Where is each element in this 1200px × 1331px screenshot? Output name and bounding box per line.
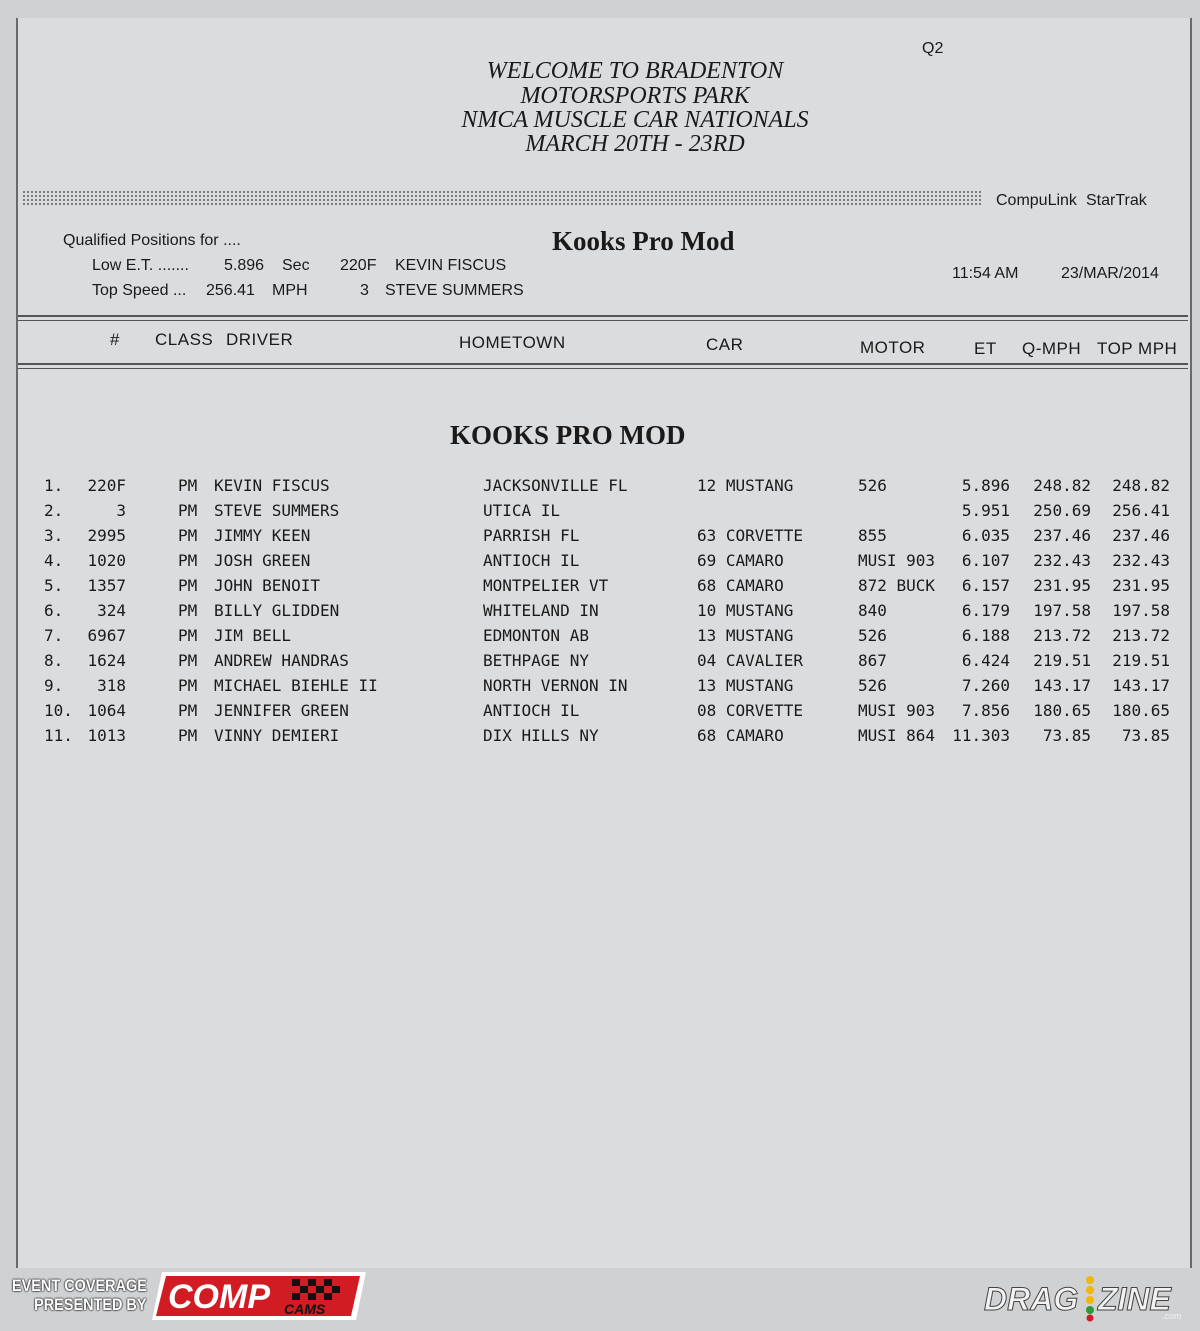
- cell-qmph: 180.65: [1033, 701, 1091, 720]
- cell-car: 63 CORVETTE: [697, 526, 803, 545]
- cell-topmph: 237.46: [1112, 526, 1170, 545]
- cell-et: 5.951: [961, 501, 1010, 520]
- col-hometown: HOMETOWN: [459, 333, 566, 352]
- cell-motor: MUSI 903: [858, 701, 936, 720]
- cell-motor: MUSI 903: [858, 551, 936, 570]
- cell-et: 6.424: [961, 651, 1010, 670]
- cell-qmph: 232.43: [1033, 551, 1091, 570]
- cell-driver: JIMMY KEEN: [214, 526, 311, 545]
- cell-pos: 4.: [44, 551, 64, 570]
- cell-pos: 5.: [44, 576, 64, 595]
- cell-car: 10 MUSTANG: [697, 601, 794, 620]
- cell-qmph: 250.69: [1033, 501, 1091, 520]
- cell-hometown: ANTIOCH IL: [483, 701, 580, 720]
- table-row: [0, 626, 1200, 651]
- cell-et: 6.107: [961, 551, 1010, 570]
- cell-driver: JIM BELL: [214, 626, 292, 645]
- top-speed-unit: MPH: [272, 282, 308, 299]
- section-title: KOOKS PRO MOD: [450, 420, 686, 450]
- cell-pos: 1.: [44, 476, 64, 495]
- cell-et: 6.179: [961, 601, 1010, 620]
- header-line-1: WELCOME TO BRADENTON: [486, 58, 784, 84]
- cell-pos: 11.: [44, 726, 73, 745]
- cell-num: 1357: [87, 576, 126, 595]
- cell-topmph: 248.82: [1112, 476, 1170, 495]
- cell-motor: 526: [858, 676, 887, 695]
- cell-num: 318: [97, 676, 126, 695]
- header-line-2: MOTORSPORTS PARK: [520, 83, 750, 109]
- cell-driver: KEVIN FISCUS: [214, 476, 330, 495]
- comp-cams-logo: [152, 1270, 366, 1322]
- svg-text:DRAG: DRAG: [984, 1281, 1079, 1317]
- cell-hometown: UTICA IL: [483, 501, 561, 520]
- cell-topmph: 213.72: [1112, 626, 1170, 645]
- brand-compulink: CompuLink: [996, 192, 1077, 209]
- header-rule-bottom: [18, 363, 1188, 365]
- qualified-label: Qualified Positions for ....: [63, 232, 241, 249]
- cell-motor: 855: [858, 526, 887, 545]
- cell-qmph: 213.72: [1033, 626, 1091, 645]
- cell-num: 1020: [87, 551, 126, 570]
- cell-motor: 526: [858, 626, 887, 645]
- table-row: [0, 476, 1200, 501]
- cell-qmph: 219.51: [1033, 651, 1091, 670]
- svg-text:COMP: COMP: [168, 1278, 270, 1316]
- cell-num: 1064: [87, 701, 126, 720]
- cell-topmph: 73.85: [1121, 726, 1170, 745]
- table-row: [0, 676, 1200, 701]
- cell-pos: 7.: [44, 626, 64, 645]
- cell-topmph: 231.95: [1112, 576, 1170, 595]
- cell-driver: MICHAEL BIEHLE II: [214, 676, 378, 695]
- cell-pos: 2.: [44, 501, 64, 520]
- cell-et: 6.035: [961, 526, 1010, 545]
- cell-pos: 9.: [44, 676, 64, 695]
- cell-car: 13 MUSTANG: [697, 626, 794, 645]
- cell-hometown: DIX HILLS NY: [483, 726, 599, 745]
- cell-qmph: 143.17: [1033, 676, 1091, 695]
- cell-num: 220F: [87, 476, 126, 495]
- cell-motor: 872 BUCK: [858, 576, 936, 595]
- cell-driver: VINNY DEMIERI: [214, 726, 340, 745]
- cell-hometown: JACKSONVILLE FL: [483, 476, 628, 495]
- cell-motor: 867: [858, 651, 887, 670]
- cell-class: PM: [178, 551, 198, 570]
- col-class: CLASS: [155, 330, 214, 349]
- cell-hometown: WHITELAND IN: [483, 601, 599, 620]
- cell-driver: JOSH GREEN: [214, 551, 311, 570]
- cell-topmph: 197.58: [1112, 601, 1170, 620]
- dragzine-logo: [982, 1272, 1188, 1322]
- top-speed-driver: STEVE SUMMERS: [385, 282, 524, 299]
- table-row: [0, 576, 1200, 601]
- cell-topmph: 143.17: [1112, 676, 1170, 695]
- cell-driver: BILLY GLIDDEN: [214, 601, 340, 620]
- cell-hometown: MONTPELIER VT: [483, 576, 609, 595]
- coverage-line-2: PRESENTED BY: [34, 1295, 147, 1314]
- event-coverage-text: [12, 1276, 147, 1314]
- brand-startrak: StarTrak: [1086, 192, 1147, 209]
- header-rule-top: [18, 315, 1188, 317]
- cell-num: 3: [116, 501, 126, 520]
- cell-num: 1013: [87, 726, 126, 745]
- cell-qmph: 248.82: [1033, 476, 1091, 495]
- cell-et: 6.157: [961, 576, 1010, 595]
- cell-hometown: EDMONTON AB: [483, 626, 589, 645]
- cell-motor: MUSI 864: [858, 726, 936, 745]
- top-speed-value: 256.41: [206, 282, 255, 299]
- cell-car: 12 MUSTANG: [697, 476, 794, 495]
- low-et-value: 5.896: [224, 257, 265, 274]
- report-date: 23/MAR/2014: [1061, 265, 1159, 282]
- cell-class: PM: [178, 726, 198, 745]
- cell-driver: JENNIFER GREEN: [214, 701, 349, 720]
- svg-text:.com: .com: [1162, 1311, 1182, 1321]
- cell-et: 5.896: [961, 476, 1010, 495]
- cell-num: 6967: [87, 626, 126, 645]
- col-car: CAR: [706, 335, 744, 354]
- cell-pos: 10.: [44, 701, 73, 720]
- class-title: Kooks Pro Mod: [552, 226, 735, 256]
- col-topmph: TOP MPH: [1097, 339, 1178, 358]
- svg-text:CAMS: CAMS: [284, 1301, 326, 1317]
- header-line-4: MARCH 20TH - 23RD: [525, 131, 745, 157]
- dot-pattern-divider: [22, 190, 982, 206]
- col-et: ET: [974, 339, 997, 358]
- report-time: 11:54 AM: [952, 265, 1019, 282]
- cell-topmph: 180.65: [1112, 701, 1170, 720]
- cell-class: PM: [178, 651, 198, 670]
- table-row: [0, 501, 1200, 526]
- cell-qmph: 73.85: [1042, 726, 1091, 745]
- cell-pos: 8.: [44, 651, 64, 670]
- low-et-unit: Sec: [282, 257, 310, 274]
- table-row: [0, 701, 1200, 726]
- cell-num: 324: [97, 601, 126, 620]
- cell-hometown: ANTIOCH IL: [483, 551, 580, 570]
- cell-class: PM: [178, 701, 198, 720]
- cell-topmph: 232.43: [1112, 551, 1170, 570]
- cell-num: 1624: [87, 651, 126, 670]
- low-et-label: Low E.T. .......: [92, 257, 189, 274]
- cell-class: PM: [178, 576, 198, 595]
- header-rule-bottom-2: [18, 368, 1188, 369]
- cell-car: 68 CAMARO: [697, 726, 784, 745]
- coverage-line-1: EVENT COVERAGE: [12, 1276, 147, 1295]
- cell-qmph: 231.95: [1033, 576, 1091, 595]
- cell-car: 69 CAMARO: [697, 551, 784, 570]
- cell-class: PM: [178, 501, 198, 520]
- cell-car: 08 CORVETTE: [697, 701, 803, 720]
- cell-et: 11.303: [952, 726, 1010, 745]
- cell-class: PM: [178, 601, 198, 620]
- cell-motor: 840: [858, 601, 887, 620]
- table-row: [0, 601, 1200, 626]
- cell-hometown: BETHPAGE NY: [483, 651, 589, 670]
- low-et-driver: KEVIN FISCUS: [395, 257, 507, 274]
- cell-qmph: 197.58: [1033, 601, 1091, 620]
- table-row: [0, 526, 1200, 551]
- low-et-car-number: 220F: [340, 257, 377, 274]
- cell-car: 68 CAMARO: [697, 576, 784, 595]
- cell-driver: ANDREW HANDRAS: [214, 651, 349, 670]
- cell-qmph: 237.46: [1033, 526, 1091, 545]
- cell-class: PM: [178, 526, 198, 545]
- cell-et: 7.260: [961, 676, 1010, 695]
- cell-car: 04 CAVALIER: [697, 651, 803, 670]
- cell-et: 6.188: [961, 626, 1010, 645]
- top-speed-label: Top Speed ...: [92, 282, 187, 299]
- col-qmph: Q-MPH: [1022, 339, 1082, 358]
- cell-class: PM: [178, 676, 198, 695]
- cell-hometown: NORTH VERNON IN: [483, 676, 628, 695]
- cell-hometown: PARRISH FL: [483, 526, 580, 545]
- col-motor: MOTOR: [860, 338, 926, 357]
- cell-motor: 526: [858, 476, 887, 495]
- table-row: [0, 726, 1200, 751]
- top-speed-car-number: 3: [360, 282, 369, 299]
- cell-num: 2995: [87, 526, 126, 545]
- table-row: [0, 551, 1200, 576]
- cell-driver: STEVE SUMMERS: [214, 501, 340, 520]
- session-label: Q2: [922, 40, 944, 57]
- cell-pos: 6.: [44, 601, 64, 620]
- cell-class: PM: [178, 476, 198, 495]
- cell-topmph: 256.41: [1112, 501, 1170, 520]
- cell-driver: JOHN BENOIT: [214, 576, 320, 595]
- cell-et: 7.856: [961, 701, 1010, 720]
- col-driver: DRIVER: [226, 330, 294, 349]
- header-rule-top-2: [18, 320, 1188, 321]
- cell-class: PM: [178, 626, 198, 645]
- cell-car: 13 MUSTANG: [697, 676, 794, 695]
- table-row: [0, 651, 1200, 676]
- svg-text:ZINE: ZINE: [1098, 1281, 1171, 1317]
- cell-pos: 3.: [44, 526, 64, 545]
- header-line-3: NMCA MUSCLE CAR NATIONALS: [461, 107, 809, 133]
- col-num: #: [110, 330, 120, 349]
- cell-topmph: 219.51: [1112, 651, 1170, 670]
